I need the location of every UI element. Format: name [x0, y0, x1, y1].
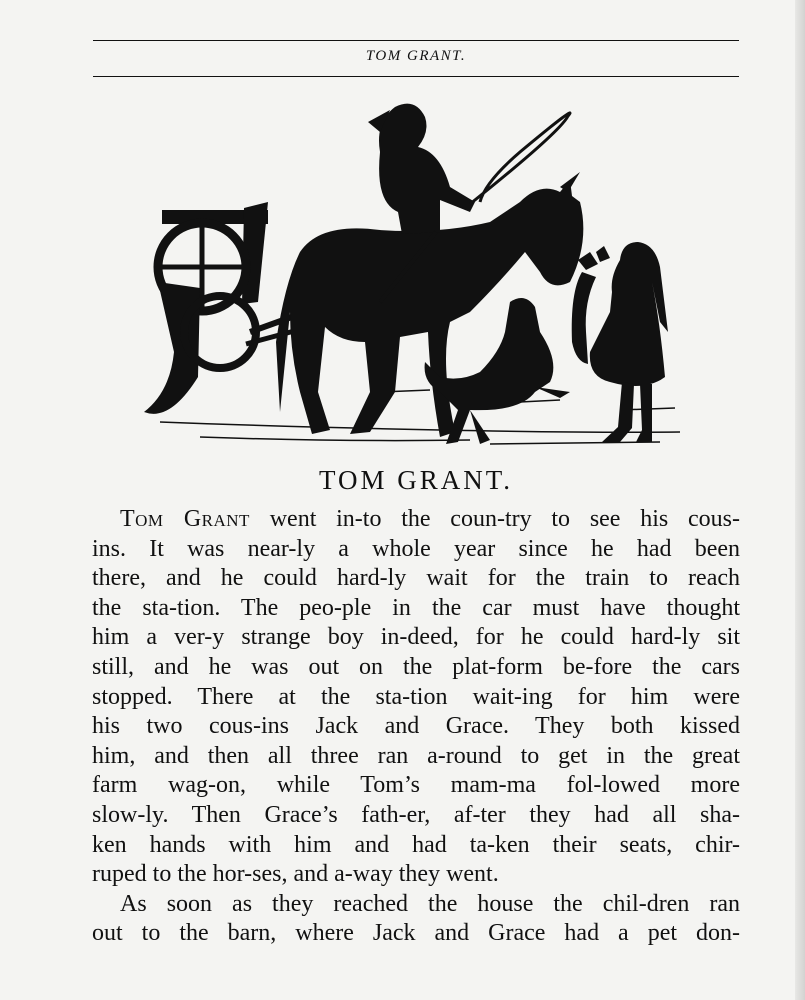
header-rule-top	[93, 40, 739, 41]
page-edge	[795, 0, 805, 1000]
silhouette-illustration	[140, 92, 700, 457]
text-line: stopped. There at the sta-tion wait-ing for him were	[92, 683, 740, 710]
girl-silhouette	[572, 242, 668, 442]
cart-silhouette	[144, 202, 300, 414]
text-line: still, and he was out on the plat-form be-fore the cars	[92, 653, 740, 680]
body-text	[92, 505, 740, 949]
text-line	[92, 505, 740, 535]
ground-lines	[160, 390, 680, 444]
text-line: there, and he could hard-ly wait for the train to reach	[92, 565, 740, 592]
text-line: his two cous-ins Jack and Grace. They both kissed	[92, 713, 740, 740]
opening-name: Tom Grant	[120, 506, 250, 532]
chapter-title: TOM GRANT.	[318, 465, 513, 495]
text-line: the sta-tion. The peo-ple in the car must have thought	[92, 594, 740, 621]
text-line: ken hands with him and had ta-ken their seats, chir-	[92, 831, 740, 858]
text-line: ins. It was near-ly a whole year since he had been	[92, 535, 740, 562]
text-line-content: went in-to the coun-try to see his cous-	[249, 506, 740, 532]
running-head: TOM GRANT.	[365, 48, 467, 64]
text-line: out to the barn, where Jack and Grace had a pet don-	[92, 920, 740, 947]
header-rule-bottom	[93, 76, 739, 77]
text-line: farm wag-on, while Tom’s mam-ma fol-lowed more	[92, 772, 740, 799]
text-line: him, and then all three ran a-round to get in the great	[92, 742, 740, 769]
text-line: him a ver-y strange boy in-deed, for he could hard-ly sit	[92, 624, 740, 651]
text-line: ruped to the hor-ses, and a-way they went.	[92, 861, 499, 888]
text-line: slow-ly. Then Grace’s fath-er, af-ter they had all sha-	[92, 801, 740, 828]
text-line: As soon as they reached the house the chil-dren ran	[120, 890, 740, 917]
